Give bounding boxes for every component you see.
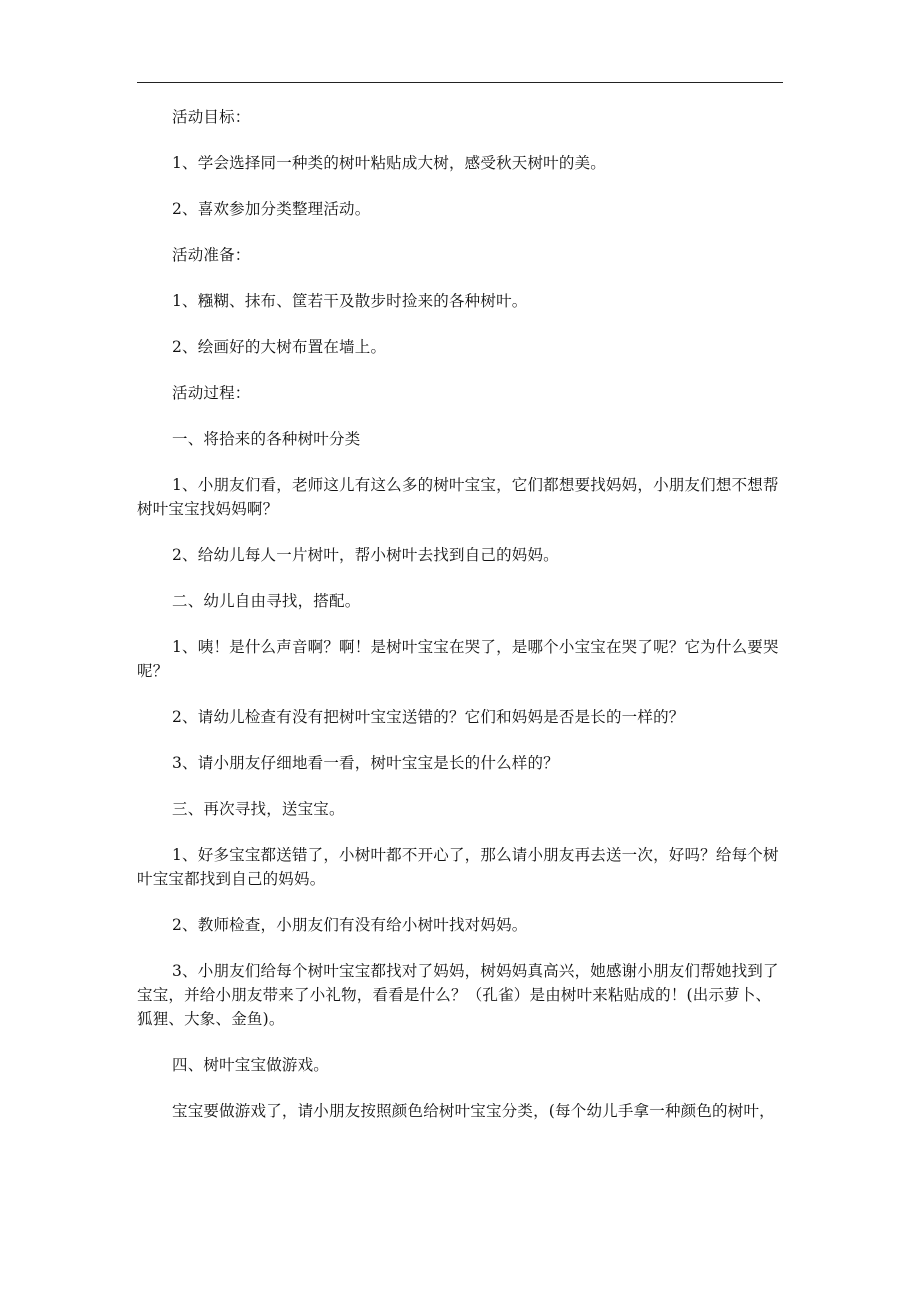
goal-item: 1、学会选择同一种类的树叶粘贴成大树，感受秋天树叶的美。 (172, 154, 606, 172)
section-heading-process: 活动过程： (172, 384, 251, 402)
header-rule (137, 82, 783, 83)
process-item: 2、给幼儿每人一片树叶，帮小树叶去找到自己的妈妈。 (172, 546, 559, 564)
process-step-heading: 二、幼儿自由寻找，搭配。 (172, 592, 361, 610)
document-body (137, 105, 783, 1145)
process-item: 2、教师检查，小朋友们有没有给小树叶找对妈妈。 (172, 916, 528, 934)
section-heading-goals: 活动目标： (172, 108, 251, 126)
goal-item: 2、喜欢参加分类整理活动。 (172, 200, 371, 218)
process-item: 1、好多宝宝都送错了，小树叶都不开心了，那么请小朋友再去送一次，好吗？给每个树叶宝宝都找到自己的妈妈。 (137, 846, 779, 888)
preparation-item: 2、绘画好的大树布置在墙上。 (172, 338, 387, 356)
process-item: 3、请小朋友仔细地看一看，树叶宝宝是长的什么样的？ (172, 754, 559, 772)
process-item: 2、请幼儿检查有没有把树叶宝宝送错的？它们和妈妈是否是长的一样的？ (172, 708, 685, 726)
body-paragraph: 宝宝要做游戏了，请小朋友按照颜色给树叶宝宝分类，(每个幼儿手拿一种颜色的树叶， (172, 1102, 775, 1120)
preparation-item: 1、糨糊、抹布、筐若干及散步时捡来的各种树叶。 (172, 292, 528, 310)
process-step-heading: 三、再次寻找，送宝宝。 (172, 800, 345, 818)
process-item: 1、小朋友们看，老师这儿有这么多的树叶宝宝，它们都想要找妈妈，小朋友们想不想帮树叶宝宝找妈妈啊？ (137, 476, 779, 518)
process-item: 1、咦！是什么声音啊？啊！是树叶宝宝在哭了，是哪个小宝宝在哭了呢？它为什么要哭呢？ (137, 638, 779, 680)
section-heading-preparation: 活动准备： (172, 246, 251, 264)
process-step-heading: 四、树叶宝宝做游戏。 (172, 1056, 330, 1074)
process-item: 3、小朋友们给每个树叶宝宝都找对了妈妈，树妈妈真高兴，她感谢小朋友们帮她找到了宝宝，并给小朋友带来了小礼物，看看是什么？（孔雀）是由树叶来粘贴成的！(出示萝卜、狐狸、大象、金鱼)。 (137, 962, 779, 1028)
process-step-heading: 一、将拾来的各种树叶分类 (172, 430, 361, 448)
